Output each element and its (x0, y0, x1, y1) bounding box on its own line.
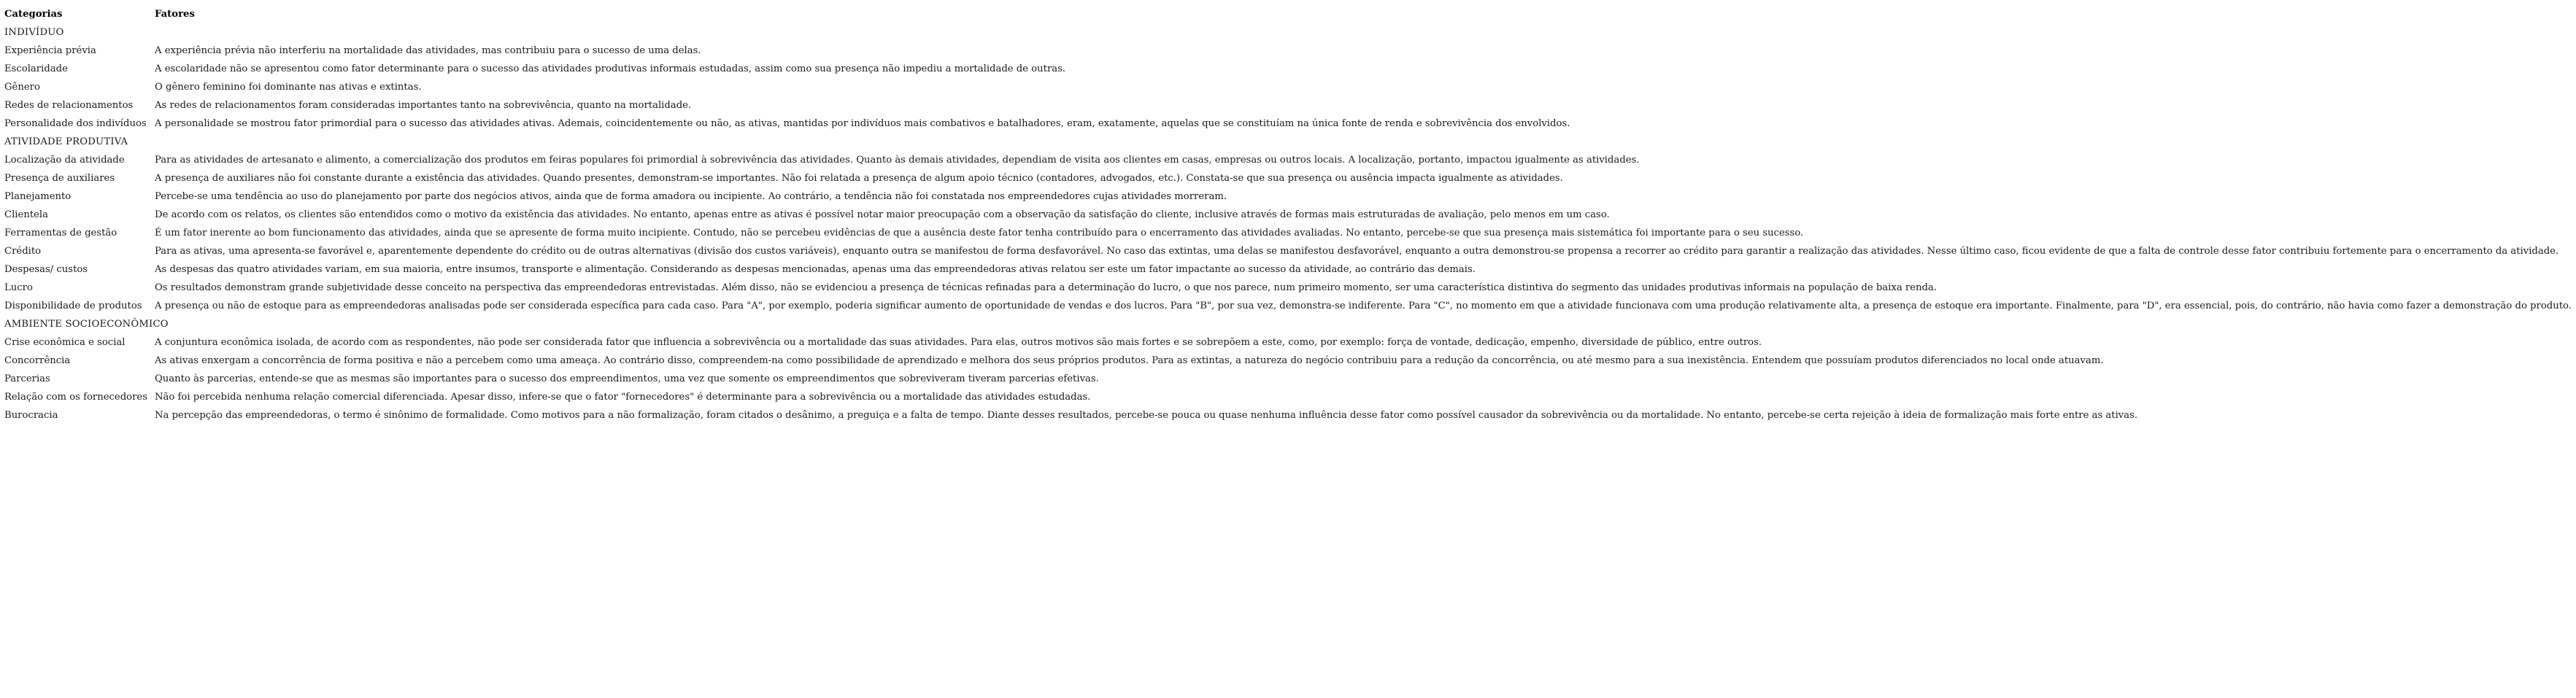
table-row (4, 187, 2572, 206)
table-row (4, 78, 2572, 96)
category-cell: Personalidade dos indivíduos (4, 118, 147, 129)
factor-cell: A personalidade se mostrou fator primordial para o sucesso das atividades ativas. Ademais, coincidentemente ou não, as ativas, mantidas por indivíduos mais combativos e batalhadores, eram, exatamente, aquelas que se constituíam na única fonte de renda e sobrevivência dos envolvidos. (155, 118, 1570, 129)
factor-cell: A escolaridade não se apresentou como fator determinante para o sucesso das atividades produtivas informais estudadas, assim como sua presença não impediu a mortalidade de outras. (155, 63, 1066, 74)
factor-cell: Não foi percebida nenhuma relação comercial diferenciada. Apesar disso, infere-se que o fator "fornecedores" é determinante para a sobrevivência ou a mortalidade das atividades estudadas. (155, 392, 1091, 403)
factor-cell: Para as atividades de artesanato e alimento, a comercialização dos produtos em feiras populares foi primordial à sobrevivência das atividades. Quanto às demais atividades, dependiam de visita aos clientes em casas, empresas ou outros locais. A localização, portanto, impactou igualmente as atividades. (155, 155, 1640, 166)
header-fatores: Fatores (155, 9, 195, 20)
category-cell: Crédito (4, 246, 42, 257)
table-row (4, 242, 2572, 260)
section-title: AMBIENTE SOCIOECONÔMICO (4, 319, 169, 330)
section-title: INDIVÍDUO (4, 27, 64, 38)
table-row (4, 115, 2572, 133)
category-cell: Localização da atividade (4, 155, 125, 166)
table-header-row (4, 5, 2572, 23)
category-cell: Ferramentas de gestão (4, 228, 117, 239)
factor-cell: A presença de auxiliares não foi constante durante a existência das atividades. Quando presentes, demonstram-se importantes. Não foi relatada a presença de algum apoio técnico (contadores, advogados, etc.). Constata-se que sua presença ou ausência impacta igualmente as atividades. (155, 173, 1563, 184)
factor-cell: As ativas enxergam a concorrência de forma positiva e não a percebem como uma ameaça. Ao contrário disso, compreendem-na como possibilidade de aprendizado e melhora dos seus próprios produtos. Para as extintas, a natureza do negócio contribuiu para a redução da concorrência, ou até mesmo para a sua inexistência. Entendem que possuíam produtos diferenciados no local onde atuavam. (155, 355, 2104, 366)
table-row (4, 279, 2572, 297)
category-cell: Concorrência (4, 355, 71, 366)
table-row (4, 42, 2572, 60)
factor-cell: As redes de relacionamentos foram consideradas importantes tanto na sobrevivência, quanto na mortalidade. (155, 100, 692, 111)
factor-cell: As despesas das quatro atividades variam, em sua maioria, entre insumos, transporte e alimentação. Considerando as despesas mencionadas, apenas uma das empreendedoras ativas relatou ser este um fator impactante ao sucesso da atividade, ao contrário das demais. (155, 264, 1476, 275)
table-row (4, 151, 2572, 169)
category-cell: Presença de auxiliares (4, 173, 115, 184)
factor-cell: Na percepção das empreendedoras, o termo é sinônimo de formalidade. Como motivos para a não formalização, foram citados o desânimo, a preguiça e a falta de tempo. Diante desses resultados, percebe-se pouca ou quase nenhuma influência desse fator como possível causador da sobrevivência ou da mortalidade. No entanto, percebe-se certa rejeição à ideia de formalização mais forte entre as ativas. (155, 410, 2138, 421)
category-cell: Parcerias (4, 373, 50, 384)
table-row (4, 224, 2572, 242)
category-cell: Despesas/ custos (4, 264, 88, 275)
table-row (4, 370, 2572, 388)
factor-cell: Quanto às parcerias, entende-se que as mesmas são importantes para o sucesso dos empreendimentos, uma vez que somente os empreendimentos que sobreviveram tiveram parcerias efetivas. (155, 373, 1099, 384)
category-cell: Experiência prévia (4, 45, 96, 56)
factor-cell: De acordo com os relatos, os clientes são entendidos como o motivo da existência das atividades. No entanto, apenas entre as ativas é possível notar maior preocupação com a observação da satisfação do cliente, inclusive através de formas mais estruturadas de avaliação, pelo menos em um caso. (155, 209, 1610, 220)
factors-table (4, 5, 2572, 424)
category-cell: Redes de relacionamentos (4, 100, 134, 111)
table-row (4, 96, 2572, 115)
category-cell: Burocracia (4, 410, 58, 421)
table-row (4, 206, 2572, 224)
category-cell: Gênero (4, 82, 40, 93)
factor-cell: A experiência prévia não interferiu na mortalidade das atividades, mas contribuiu para o sucesso de uma delas. (155, 45, 701, 56)
factor-cell: A conjuntura econômica isolada, de acordo com as respondentes, não pode ser considerada fator que influencia a sobrevivência ou a mortalidade das suas atividades. Para elas, outros motivos são mais fortes e se sobrepõem a este, como, por exemplo: força de vontade, dedicação, empenho, diversidade de público, entre outros. (155, 337, 1762, 348)
category-cell: Clientela (4, 209, 49, 220)
table-row (4, 297, 2572, 315)
factor-cell: Percebe-se uma tendência ao uso do planejamento por parte dos negócios ativos, ainda que de forma amadora ou incipiente. Ao contrário, a tendência não foi constatada nos empreendedores cujas atividades morreram. (155, 191, 1227, 202)
table-row (4, 60, 2572, 78)
table-row (4, 388, 2572, 406)
category-cell: Relação com os fornecedores (4, 392, 147, 403)
factor-cell: Os resultados demonstram grande subjetividade desse conceito na perspectiva das empreendedoras entrevistadas. Além disso, não se evidenciou a presença de técnicas refinadas para a determinação do lucro, o que nos parece, num primeiro momento, ser uma característica distintiva do segmento das unidades produtivas informais na população de baixa renda. (155, 282, 1937, 293)
category-cell: Disponibilidade de produtos (4, 300, 142, 311)
category-cell: Planejamento (4, 191, 72, 202)
factor-cell: A presença ou não de estoque para as empreendedoras analisadas pode ser considerada específica para cada caso. Para "A", por exemplo, poderia significar aumento de oportunidade de vendas e dos lucros. Para "B", por sua vez, demonstra-se indiferente. Para "C", no momento em que a atividade funcionava com uma produção relativamente alta, a presença de estoque era importante. Finalmente, para "D", era essencial, pois, do contrário, não havia como fazer a demonstração do produto. (155, 300, 2572, 311)
section-row (4, 315, 2572, 333)
table-row (4, 169, 2572, 187)
factor-cell: Para as ativas, uma apresenta-se favorável e, aparentemente dependente do crédito ou de outras alternativas (divisão dos custos variáveis), enquanto outra se manifestou de forma desfavorável. No caso das extintas, uma delas se manifestou desfavorável, enquanto a outra demonstrou-se propensa a recorrer ao crédito para garantir a realização das atividades. Nesse último caso, ficou evidente de que a falta de controle desse fator contribuiu fortemente para o encerramento da atividade. (155, 246, 2559, 257)
header-categorias: Categorias (4, 9, 63, 20)
table-row (4, 333, 2572, 352)
table-row (4, 406, 2572, 424)
factor-cell: É um fator inerente ao bom funcionamento das atividades, ainda que se apresente de forma muito incipiente. Contudo, não se percebeu evidências de que a ausência deste fator tenha contribuído para o encerramento das atividades avaliadas. No entanto, percebe-se que sua presença mais sistemática foi importante para o seu sucesso. (155, 228, 1804, 239)
category-cell: Lucro (4, 282, 33, 293)
table-body (4, 23, 2572, 424)
section-row (4, 23, 2572, 42)
category-cell: Escolaridade (4, 63, 68, 74)
section-row (4, 133, 2572, 151)
table-row (4, 352, 2572, 370)
factor-cell: O gênero feminino foi dominante nas ativas e extintas. (155, 82, 422, 93)
section-title: ATIVIDADE PRODUTIVA (4, 136, 128, 147)
category-cell: Crise econômica e social (4, 337, 126, 348)
table-row (4, 260, 2572, 279)
